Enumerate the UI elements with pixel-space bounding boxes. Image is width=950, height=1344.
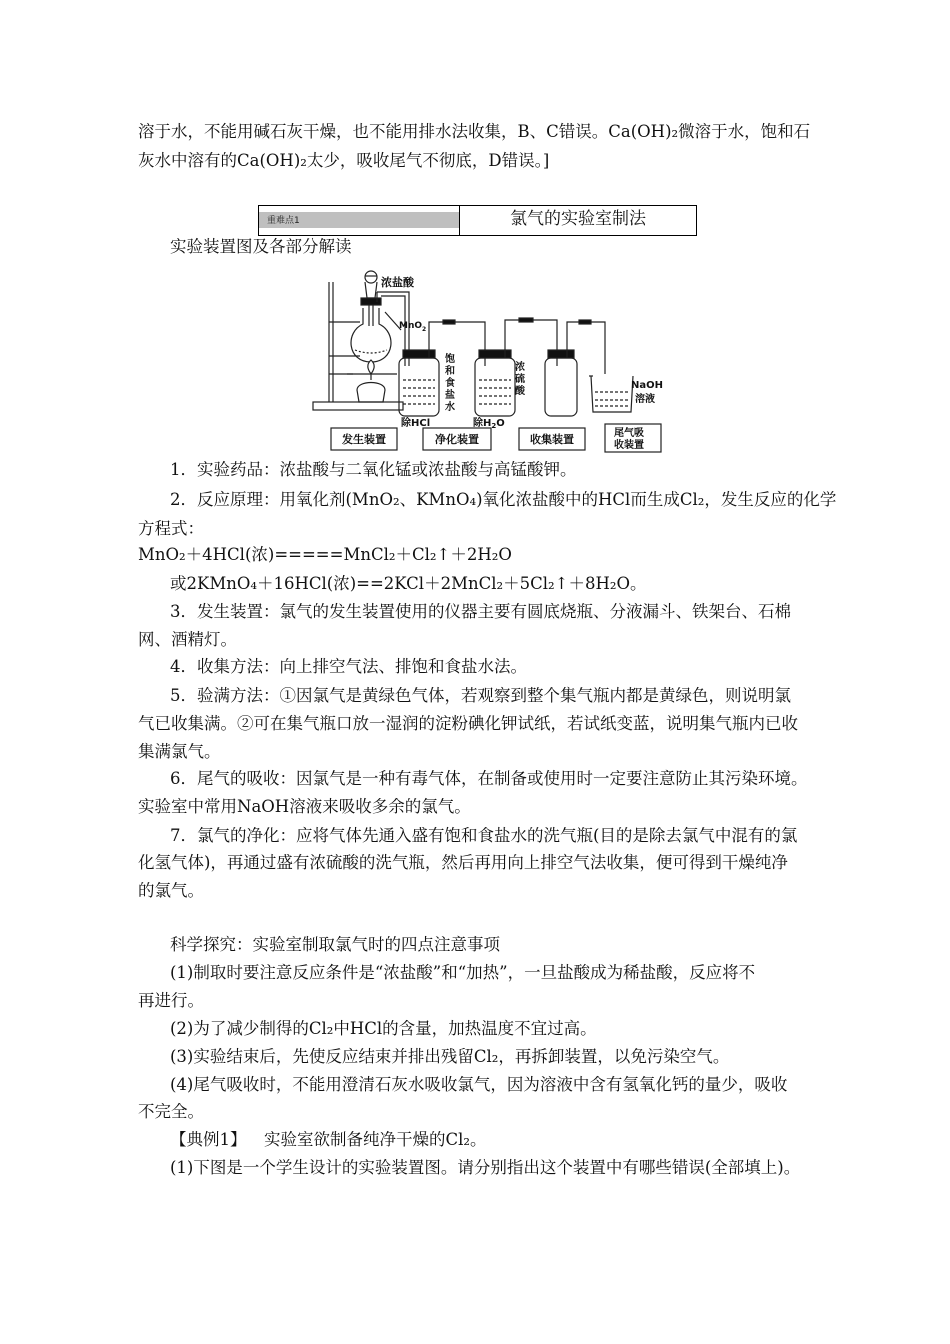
svg-text:硫: 硫 (515, 374, 525, 385)
point-1: 1．实验药品：浓盐酸与二氧化锰或浓盐酸与高锰酸钾。 (170, 460, 577, 479)
example-text: 实验室欲制备纯净干燥的Cl₂。 (264, 1130, 487, 1149)
svg-text:饱: 饱 (445, 354, 455, 365)
label-remove-hcl: 除HCl (401, 418, 431, 429)
equation-1: MnO₂＋4HCl(浓)=====MnCl₂＋Cl₂↑＋2H₂O (138, 545, 512, 564)
diagram-heading: 实验装置图及各部分解读 (170, 237, 352, 256)
intro-line-1: 溶于水，不能用碱石灰干燥，也不能用排水法收集，B、C错误。Ca(OH)₂微溶于水，饱和石 (138, 122, 811, 141)
point-2a: 2．反应原理：用氧化剂(MnO₂、KMnO₄)氧化浓盐酸中的HCl而生成Cl₂，发生反应的化学 (170, 490, 837, 509)
point-5c: 集满氯气。 (138, 742, 221, 761)
point-7a: 7．氯气的净化：应将气体先通入盛有饱和食盐水的洗气瓶(目的是除去氯气中混有的氯 (170, 826, 798, 845)
label-mno2: MnO$_2$ (399, 321, 427, 333)
svg-text:盐: 盐 (445, 390, 455, 401)
svg-text:酸: 酸 (515, 386, 525, 397)
point-3a: 3．发生装置：氯气的发生装置使用的仪器主要有圆底烧瓶、分液漏斗、铁架台、石棉 (170, 602, 791, 621)
apparatus-diagram (305, 262, 685, 454)
example-question-1: (1)下图是一个学生设计的实验装置图。请分别指出这个装置中有哪些错误(全部填上)。 (170, 1158, 801, 1177)
box-purification: 净化装置 (435, 433, 479, 446)
label-conc-sulfuric (515, 360, 526, 397)
point-4: 4．收集方法：向上排空气法、排饱和食盐水法。 (170, 657, 527, 676)
svg-text:浓: 浓 (515, 362, 525, 373)
explore-item-4b: 不完全。 (138, 1102, 204, 1121)
explore-item-2: (2)为了减少制得的Cl₂中HCl的含量，加热温度不宜过高。 (170, 1019, 597, 1038)
label-solution: 溶液 (635, 394, 655, 405)
label-saturated-brine (445, 352, 455, 413)
section-tag: 重难点1 (259, 206, 460, 235)
intro-line-2: 灰水中溶有的Ca(OH)₂太少，吸收尾气不彻底，D错误。] (138, 151, 550, 170)
explore-item-3: (3)实验结束后，先使反应结束并排出残留Cl₂，再拆卸装置，以免污染空气。 (170, 1047, 730, 1066)
equation-2: 或2KMnO₄＋16HCl(浓)==2KCl＋2MnCl₂＋5Cl₂↑＋8H₂O。 (170, 574, 647, 593)
label-naoh: NaOH (631, 380, 663, 391)
box-generation: 发生装置 (342, 433, 386, 446)
box-tail-gas-1: 尾气吸 (614, 428, 644, 439)
point-7b: 化氢气体)，再通过盛有浓硫酸的洗气瓶，然后再用向上排空气法收集，便可得到干燥纯净 (138, 853, 788, 872)
svg-text:食: 食 (445, 378, 455, 389)
explore-title: 科学探究：实验室制取氯气时的四点注意事项 (170, 935, 500, 954)
point-5a: 5．验满方法：①因氯气是黄绿色气体，若观察到整个集气瓶内都是黄绿色，则说明氯 (170, 686, 791, 705)
explore-item-1a: (1)制取时要注意反应条件是“浓盐酸”和“加热”，一旦盐酸成为稀盐酸，反应将不 (170, 963, 756, 982)
section-header (258, 205, 697, 236)
label-remove-h2o: 除$H_2O$ (473, 418, 505, 430)
svg-text:水: 水 (445, 402, 455, 413)
point-7c: 的氯气。 (138, 881, 204, 900)
point-3b: 网、酒精灯。 (138, 630, 237, 649)
box-tail-gas-2: 收装置 (614, 440, 644, 451)
section-title: 氯气的实验室制法 (510, 209, 646, 229)
explore-item-4a: (4)尾气吸收时，不能用澄清石灰水吸收氯气，因为溶液中含有氢氧化钙的量少，吸收 (170, 1075, 788, 1094)
box-collection: 收集装置 (530, 433, 574, 446)
point-6b: 实验室中常用NaOH溶液来吸收多余的氯气。 (138, 797, 471, 816)
example-label: 【典例1】 (170, 1130, 247, 1149)
label-conc-hcl: 浓盐酸 (381, 276, 414, 289)
point-6a: 6．尾气的吸收：因氯气是一种有毒气体，在制备或使用时一定要注意防止其污染环境。 (170, 769, 808, 788)
explore-item-1b: 再进行。 (138, 991, 204, 1010)
svg-text:和: 和 (445, 366, 455, 377)
point-2b: 方程式： (138, 519, 204, 538)
point-5b: 气已收集满。②可在集气瓶口放一湿润的淀粉碘化钾试纸，若试纸变蓝，说明集气瓶内已收 (138, 714, 798, 733)
